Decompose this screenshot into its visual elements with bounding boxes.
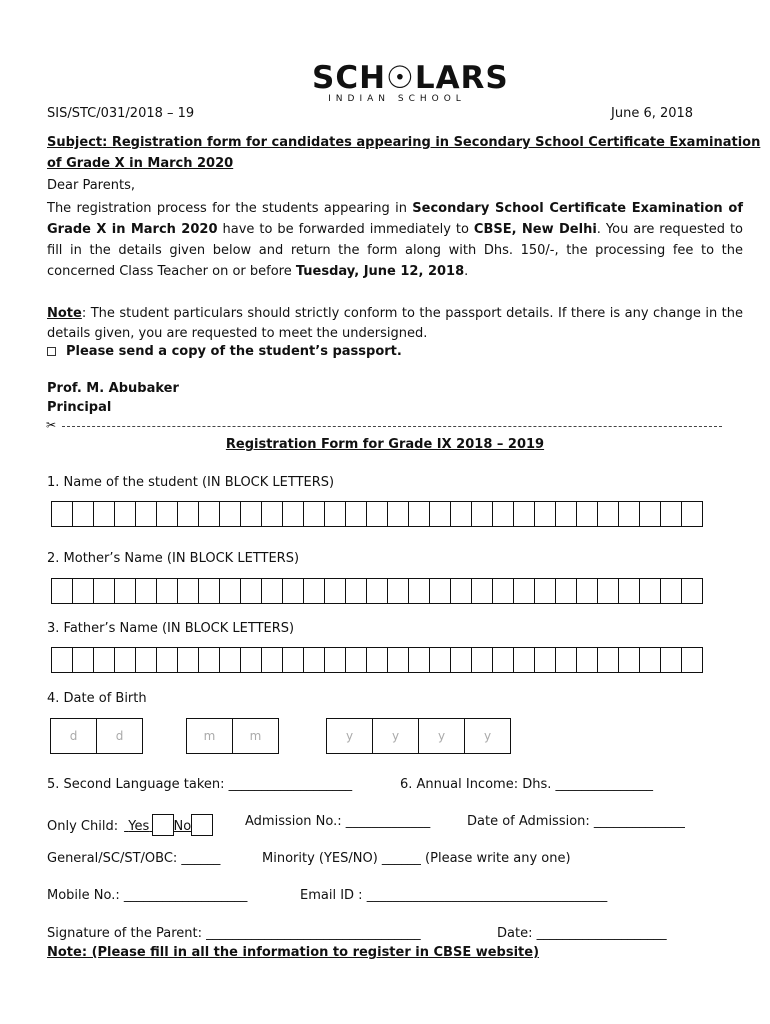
- salutation: Dear Parents,: [47, 178, 135, 193]
- letter-box[interactable]: [681, 647, 703, 673]
- dob-day-2[interactable]: d: [96, 718, 143, 754]
- letter-box[interactable]: [282, 647, 304, 673]
- letter-box[interactable]: [429, 647, 451, 673]
- letter-box[interactable]: [240, 578, 262, 604]
- letter-box[interactable]: [639, 501, 661, 527]
- letter-box[interactable]: [450, 501, 472, 527]
- bullet-text: Please send a copy of the student’s passport.: [66, 344, 402, 359]
- date-of-admission-field[interactable]: Date of Admission: ______________: [467, 814, 685, 829]
- letter-box[interactable]: [513, 501, 535, 527]
- letter-box[interactable]: [177, 501, 199, 527]
- para-text: . You are requested to fill in the details given below and return the form along with Dhs. 150/-, the processing fee to the concerned Class Teacher on or before: [47, 222, 744, 279]
- q3-label: 3. Father’s Name (IN BLOCK LETTERS): [47, 621, 295, 636]
- letter-box[interactable]: [660, 501, 682, 527]
- letter-box[interactable]: [303, 501, 325, 527]
- q1-label: 1. Name of the student (IN BLOCK LETTERS): [47, 475, 335, 490]
- logo-wordmark: SCH☉LARS: [312, 60, 509, 96]
- note-label: Note: [47, 306, 82, 321]
- parent-signature-field[interactable]: Signature of the Parent: _________________________________: [47, 926, 421, 941]
- letter-box[interactable]: [114, 647, 136, 673]
- letter-box[interactable]: [303, 578, 325, 604]
- father-name-boxes[interactable]: [51, 647, 703, 673]
- letter-box[interactable]: [240, 647, 262, 673]
- letter-box[interactable]: [387, 501, 409, 527]
- letter-box[interactable]: [240, 501, 262, 527]
- letter-box[interactable]: [639, 647, 661, 673]
- letter-box[interactable]: [72, 647, 94, 673]
- letter-box[interactable]: [597, 647, 619, 673]
- only-child-yes-label: Yes: [128, 819, 150, 834]
- note-paragraph: [47, 304, 743, 344]
- letter-box[interactable]: [429, 578, 451, 604]
- dob-year-1[interactable]: y: [326, 718, 373, 754]
- letter-paragraph: [47, 198, 743, 282]
- letter-box[interactable]: [576, 647, 598, 673]
- letter-box[interactable]: [366, 647, 388, 673]
- letter-box[interactable]: [156, 578, 178, 604]
- letter-box[interactable]: [471, 647, 493, 673]
- letter-box[interactable]: [555, 501, 577, 527]
- bullet-square-icon: [47, 347, 56, 356]
- subject-line-1: Subject: Registration form for candidates appearing in Secondary School Certificate Examination: [47, 135, 761, 150]
- letter-box[interactable]: [114, 501, 136, 527]
- student-name-boxes[interactable]: [51, 501, 703, 527]
- letter-box[interactable]: [345, 578, 367, 604]
- only-child-no-label: No: [173, 819, 192, 834]
- letter-box[interactable]: [660, 647, 682, 673]
- letter-box[interactable]: [282, 501, 304, 527]
- letter-box[interactable]: [492, 647, 514, 673]
- passport-bullet: [47, 344, 402, 360]
- para-text: The registration process for the students appearing in: [47, 201, 413, 216]
- letter-box[interactable]: [93, 647, 115, 673]
- annual-income-field[interactable]: 6. Annual Income: Dhs. _______________: [400, 777, 653, 792]
- reference-number: SIS/STC/031/2018 – 19: [47, 106, 195, 121]
- subject-line-2: of Grade X in March 2020: [47, 156, 234, 171]
- logo-subtitle: INDIAN SCHOOL: [328, 94, 466, 104]
- board-name: CBSE, New Delhi: [473, 222, 597, 237]
- para-text: have to be forwarded immediately to: [217, 222, 474, 237]
- letter-box[interactable]: [492, 501, 514, 527]
- q4-label: 4. Date of Birth: [47, 691, 147, 706]
- letter-box[interactable]: [618, 578, 640, 604]
- letter-box[interactable]: [618, 501, 640, 527]
- letter-box[interactable]: [219, 578, 241, 604]
- letter-box[interactable]: [324, 501, 346, 527]
- letter-box[interactable]: [534, 501, 556, 527]
- dob-year-boxes[interactable]: [326, 718, 511, 754]
- letter-box[interactable]: [597, 501, 619, 527]
- letter-box[interactable]: [387, 578, 409, 604]
- email-field[interactable]: Email ID : _____________________________________: [300, 888, 608, 903]
- note-text: : The student particulars should strictly conform to the passport details. If there is any change in the details given, you are requested to meet the undersigned.: [47, 306, 743, 341]
- letter-box[interactable]: [408, 501, 430, 527]
- letter-box[interactable]: [51, 578, 73, 604]
- footer-note: Note: (Please fill in all the information to register in CBSE website): [47, 945, 540, 960]
- dob-year-3[interactable]: y: [418, 718, 465, 754]
- letter-box[interactable]: [681, 501, 703, 527]
- letter-box[interactable]: [261, 578, 283, 604]
- letter-box[interactable]: [471, 501, 493, 527]
- letter-box[interactable]: [345, 501, 367, 527]
- school-logo: [312, 60, 509, 104]
- signatory-name: Prof. M. Abubaker: [47, 381, 179, 396]
- letter-box[interactable]: [135, 501, 157, 527]
- letter-box[interactable]: [261, 501, 283, 527]
- letter-box[interactable]: [576, 578, 598, 604]
- second-language-field[interactable]: 5. Second Language taken: ___________________: [47, 777, 353, 792]
- dob-year-2[interactable]: y: [372, 718, 419, 754]
- letter-box[interactable]: [156, 501, 178, 527]
- dob-day-boxes[interactable]: [50, 718, 143, 754]
- letter-box[interactable]: [450, 647, 472, 673]
- letter-box[interactable]: [198, 578, 220, 604]
- dob-month-boxes[interactable]: [186, 718, 279, 754]
- q2-label: 2. Mother’s Name (IN BLOCK LETTERS): [47, 551, 300, 566]
- letter-box[interactable]: [282, 578, 304, 604]
- letter-box[interactable]: [366, 578, 388, 604]
- letter-box[interactable]: [555, 578, 577, 604]
- admission-no-field[interactable]: Admission No.: _____________: [245, 814, 431, 829]
- signature-date-field[interactable]: Date: ____________________: [497, 926, 667, 941]
- dob-month-1[interactable]: m: [186, 718, 233, 754]
- letter-box[interactable]: [72, 501, 94, 527]
- only-child-row: [47, 814, 213, 836]
- letter-box[interactable]: [324, 578, 346, 604]
- mother-name-boxes[interactable]: [51, 578, 703, 604]
- exam-name: Secondary School Certificate Examination of Grade X in March 2020: [47, 201, 743, 237]
- letter-box[interactable]: [177, 647, 199, 673]
- letter-box[interactable]: [492, 578, 514, 604]
- category-field[interactable]: General/SC/ST/OBC: ______: [47, 851, 221, 866]
- letter-box[interactable]: [471, 578, 493, 604]
- letter-box[interactable]: [639, 578, 661, 604]
- letter-box[interactable]: [408, 578, 430, 604]
- letter-box[interactable]: [345, 647, 367, 673]
- letter-box[interactable]: [576, 501, 598, 527]
- deadline-date: Tuesday, June 12, 2018: [295, 264, 465, 279]
- letter-box[interactable]: [597, 578, 619, 604]
- letter-box[interactable]: [408, 647, 430, 673]
- letter-box[interactable]: [51, 647, 73, 673]
- dob-year-4[interactable]: y: [464, 718, 511, 754]
- letter-box[interactable]: [135, 578, 157, 604]
- dob-month-2[interactable]: m: [232, 718, 279, 754]
- letter-box[interactable]: [93, 501, 115, 527]
- letter-box[interactable]: [513, 578, 535, 604]
- letter-box[interactable]: [261, 647, 283, 673]
- minority-field[interactable]: Minority (YES/NO) ______ (Please write any one): [262, 851, 571, 866]
- letter-box[interactable]: [513, 647, 535, 673]
- letter-box[interactable]: [660, 578, 682, 604]
- form-title: Registration Form for Grade IX 2018 – 2019: [225, 437, 545, 452]
- letter-box[interactable]: [156, 647, 178, 673]
- mobile-field[interactable]: Mobile No.: ___________________: [47, 888, 248, 903]
- letter-box[interactable]: [324, 647, 346, 673]
- cut-line: [62, 426, 722, 427]
- letter-box[interactable]: [534, 578, 556, 604]
- letter-box[interactable]: [429, 501, 451, 527]
- letter-box[interactable]: [387, 647, 409, 673]
- scissors-icon: ✂: [46, 418, 57, 432]
- letter-box[interactable]: [534, 647, 556, 673]
- letter-box[interactable]: [219, 501, 241, 527]
- signatory-title: Principal: [47, 400, 112, 415]
- letter-box[interactable]: [51, 501, 73, 527]
- letter-box[interactable]: [681, 578, 703, 604]
- letter-box[interactable]: [114, 578, 136, 604]
- letter-box[interactable]: [450, 578, 472, 604]
- letter-date: June 6, 2018: [611, 106, 694, 121]
- letter-box[interactable]: [93, 578, 115, 604]
- letter-box[interactable]: [177, 578, 199, 604]
- letter-box[interactable]: [135, 647, 157, 673]
- only-child-yes-checkbox[interactable]: [152, 814, 174, 836]
- letter-box[interactable]: [198, 501, 220, 527]
- letter-box[interactable]: [198, 647, 220, 673]
- letter-box[interactable]: [219, 647, 241, 673]
- letter-box[interactable]: [618, 647, 640, 673]
- letter-box[interactable]: [303, 647, 325, 673]
- only-child-label: Only Child:: [47, 819, 119, 834]
- only-child-no-checkbox[interactable]: [191, 814, 213, 836]
- para-text: .: [464, 264, 469, 279]
- letter-box[interactable]: [366, 501, 388, 527]
- dob-day-1[interactable]: d: [50, 718, 97, 754]
- letter-box[interactable]: [555, 647, 577, 673]
- letter-box[interactable]: [72, 578, 94, 604]
